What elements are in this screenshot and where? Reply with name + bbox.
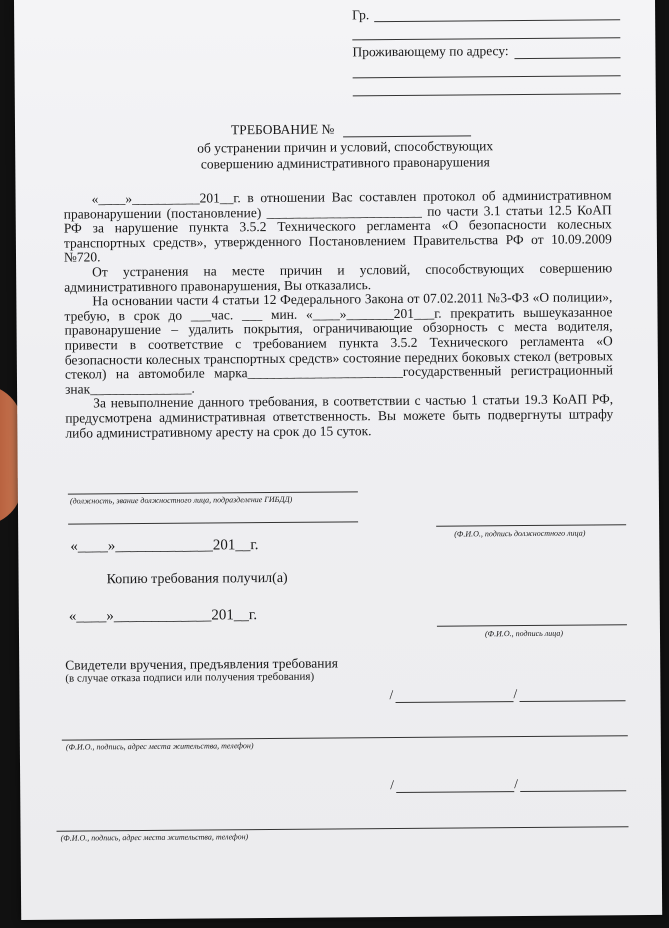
witnesses-subtitle: (в случае отказа подписи или получения требования) [65, 670, 315, 685]
witness2-address-line [57, 826, 629, 831]
date-line-1: «____»_____________201__г. [70, 537, 259, 555]
paragraph-refusal: От устранения на месте причин и условий, способствующих совершению административного правонарушения, Вы отказались. [64, 260, 613, 295]
document-page [14, 0, 662, 920]
official-line [68, 491, 358, 494]
official-caption: (должность, звание должностного лица, подразделение ГИБДД) [69, 494, 293, 506]
official-fio-caption: (Ф.И.О., подпись должностного лица) [454, 528, 586, 539]
witness2-sign-line [520, 790, 626, 792]
document-subtitle-2: совершению административного правонарушения [200, 154, 490, 172]
witness1-slash-2: / [513, 686, 518, 702]
date-line-2: «____»_____________201__г. [68, 607, 258, 625]
recipient-label: Гр. [352, 7, 370, 23]
person-fio-caption: (Ф.И.О., подпись лица) [484, 628, 564, 639]
witness1-address-line [62, 735, 628, 740]
document-body [64, 188, 614, 440]
witness2-fio-line [396, 791, 514, 793]
witness1-caption: (Ф.И.О., подпись, адрес места жительства, телефон) [65, 741, 254, 752]
witness1-slash-1: / [389, 687, 394, 703]
address-line-1 [514, 57, 620, 59]
document-number-line [343, 135, 471, 137]
witness2-caption: (Ф.И.О., подпись, адрес места жительства, телефон) [60, 832, 249, 843]
witnesses-title: Свидетели вручения, предъявления требования [65, 655, 338, 673]
document-subtitle-1: об устранении причин и условий, способствующих [197, 138, 494, 156]
address-line-3 [353, 93, 621, 96]
witness1-sign-line [520, 700, 626, 702]
witness1-fio-line [396, 701, 514, 703]
witness2-slash-2: / [514, 776, 518, 792]
official-fio-line [436, 524, 626, 526]
official-line-2 [68, 521, 358, 524]
paragraph-protocol: «____»__________201__г. в отношении Вас составлен протокол об административном правонарушении (постановление) _______________________ по части 3.1 статьи 12.5 КоАП РФ за нарушение пункта 3.5.2 Технического регламента «О безопасности колесных транспортных средств», утвержденного Постановлением Правительства РФ от 10.09.2009 №720. [63, 187, 612, 265]
recipient-line-2 [352, 37, 620, 40]
paragraph-demand: На основании части 4 статьи 12 Федерального Закона от 07.02.2011 №3-ФЗ «О полиции», требую, в срок до ___час. ___ мин. «____»_______201___г. прекратить вышеуказанное правонарушение – удалить покрытия, ограничивающие обзорность с места водителя, привести в соответствие с требованием пункта 3.5.2 Технического регламента «О безопасности колесных транспортных средств» состояние передних боковых стекол (ветровых стекол) на автомобиле марка_______________________государственный регистрационный знак_______________. [64, 289, 613, 397]
paragraph-liability: За невыполнение данного требования, в соответствии с частью 1 статьи 19.3 КоАП РФ, предусмотрена административная ответственность. Вы можете быть подвергнуты штрафу либо административному аресту на срок до 15 суток. [65, 391, 614, 441]
person-fio-line [437, 624, 627, 626]
recipient-line [374, 19, 620, 22]
document-title: ТРЕБОВАНИЕ № [230, 121, 335, 138]
address-label: Проживающему по адресу: [352, 43, 509, 60]
address-line-2 [353, 75, 621, 78]
witness2-slash-1: / [390, 777, 394, 793]
copy-received-label: Копию требования получил(а) [106, 570, 288, 588]
